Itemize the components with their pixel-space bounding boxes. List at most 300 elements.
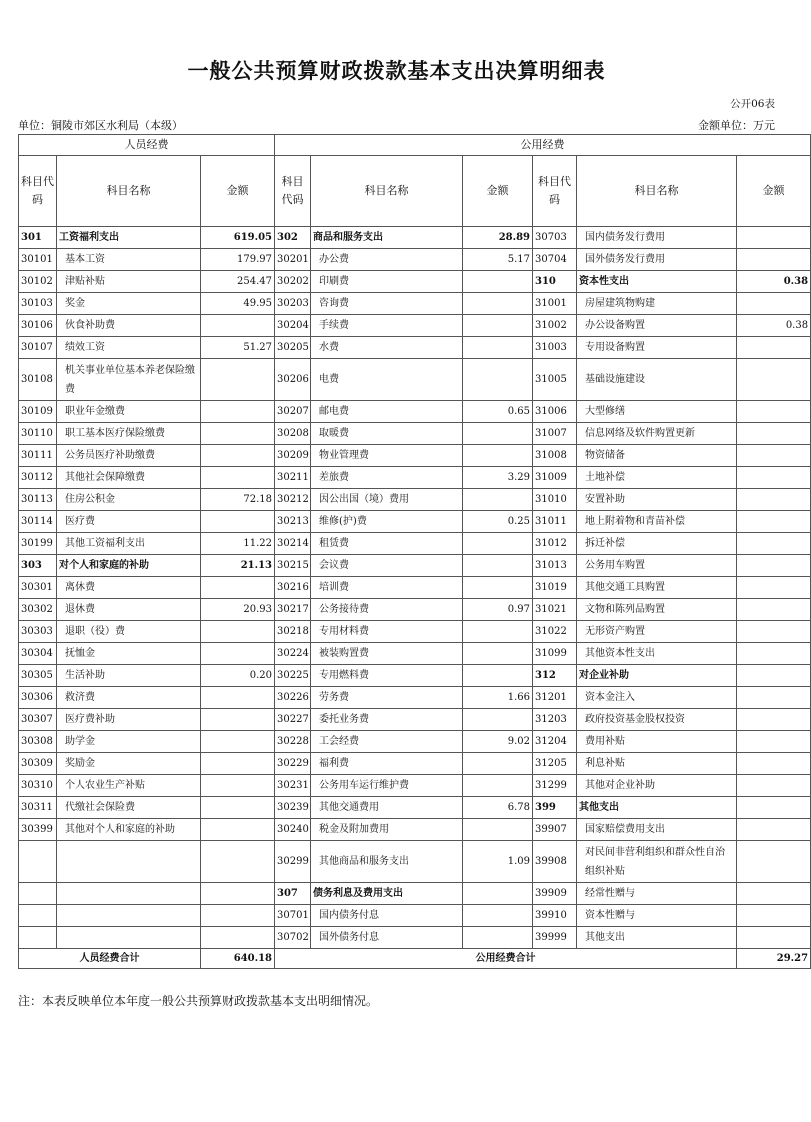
amount-value: 72.18 — [201, 489, 275, 511]
subject-name: 住房公积金 — [57, 489, 201, 511]
subject-code: 30227 — [275, 709, 311, 731]
subject-code: 31299 — [533, 775, 577, 797]
table-row — [19, 883, 811, 905]
subject-code: 39908 — [533, 841, 577, 883]
totals-row — [19, 949, 811, 969]
subject-code: 31003 — [533, 337, 577, 359]
subject-code: 312 — [533, 665, 577, 687]
table-row — [19, 797, 811, 819]
amount-value — [737, 227, 811, 249]
subject-name: 土地补偿 — [577, 467, 737, 489]
table-row — [19, 293, 811, 315]
table-row — [19, 731, 811, 753]
subject-name: 信息网络及软件购置更新 — [577, 423, 737, 445]
subject-code: 31021 — [533, 599, 577, 621]
amount-value — [737, 445, 811, 467]
amount-value — [201, 753, 275, 775]
header-code: 科目代码 — [533, 156, 577, 227]
table-row — [19, 621, 811, 643]
subject-code: 31201 — [533, 687, 577, 709]
subject-name: 其他支出 — [577, 797, 737, 819]
table-row — [19, 577, 811, 599]
subject-name: 劳务费 — [311, 687, 463, 709]
amount-value — [737, 423, 811, 445]
amount-value — [737, 883, 811, 905]
subject-code: 30701 — [275, 905, 311, 927]
amount-value — [737, 731, 811, 753]
subject-name: 其他支出 — [577, 927, 737, 949]
subject-code: 31203 — [533, 709, 577, 731]
amount-value — [737, 489, 811, 511]
subject-code: 30110 — [19, 423, 57, 445]
subject-code: 303 — [19, 555, 57, 577]
subject-name: 公务用车运行维护费 — [311, 775, 463, 797]
subject-name: 基础设施建设 — [577, 359, 737, 401]
amount-value — [201, 445, 275, 467]
subject-name: 个人农业生产补贴 — [57, 775, 201, 797]
subject-code: 30111 — [19, 445, 57, 467]
subject-name: 绩效工资 — [57, 337, 201, 359]
subject-name: 其他资本性支出 — [577, 643, 737, 665]
subject-code: 30208 — [275, 423, 311, 445]
amount-value — [737, 359, 811, 401]
table-row — [19, 775, 811, 797]
amount-value — [463, 533, 533, 555]
header-name: 科目名称 — [57, 156, 201, 227]
subject-name: 印刷费 — [311, 271, 463, 293]
subject-code: 30306 — [19, 687, 57, 709]
amount-value: 1.09 — [463, 841, 533, 883]
subject-name: 物资储备 — [577, 445, 737, 467]
personnel-total-label: 人员经费合计 — [19, 949, 201, 969]
amount-value — [201, 401, 275, 423]
amount-value — [737, 927, 811, 949]
subject-name: 债务利息及费用支出 — [311, 883, 463, 905]
subject-code: 31002 — [533, 315, 577, 337]
subject-name: 大型修缮 — [577, 401, 737, 423]
subject-code: 30226 — [275, 687, 311, 709]
subject-code: 30213 — [275, 511, 311, 533]
subject-name: 资本性赠与 — [577, 905, 737, 927]
amount-value — [463, 883, 533, 905]
section-personnel: 人员经费 — [19, 135, 275, 156]
table-row — [19, 841, 811, 883]
subject-name: 退休费 — [57, 599, 201, 621]
amount-value: 619.05 — [201, 227, 275, 249]
subject-code: 39910 — [533, 905, 577, 927]
table-row — [19, 227, 811, 249]
amount-value: 21.13 — [201, 555, 275, 577]
amount-value — [201, 467, 275, 489]
subject-name: 租赁费 — [311, 533, 463, 555]
table-row — [19, 905, 811, 927]
amount-value — [463, 775, 533, 797]
subject-code: 30202 — [275, 271, 311, 293]
amount-value: 51.27 — [201, 337, 275, 359]
amount-value — [737, 249, 811, 271]
amount-value — [463, 359, 533, 401]
table-row — [19, 445, 811, 467]
subject-name: 公务用车购置 — [577, 555, 737, 577]
subject-code: 31205 — [533, 753, 577, 775]
subject-code: 30207 — [275, 401, 311, 423]
subject-name: 电费 — [311, 359, 463, 401]
amount-value: 179.97 — [201, 249, 275, 271]
amount-value — [463, 709, 533, 731]
subject-code — [19, 905, 57, 927]
subject-name: 办公设备购置 — [577, 315, 737, 337]
subject-name: 工会经费 — [311, 731, 463, 753]
subject-code: 310 — [533, 271, 577, 293]
subject-name: 无形资产购置 — [577, 621, 737, 643]
subject-code: 30231 — [275, 775, 311, 797]
subject-code: 30239 — [275, 797, 311, 819]
amount-value — [463, 445, 533, 467]
amount-value — [737, 797, 811, 819]
subject-name: 离休费 — [57, 577, 201, 599]
header-name: 科目名称 — [311, 156, 463, 227]
form-number: 公开06表 — [730, 98, 775, 110]
subject-name: 水费 — [311, 337, 463, 359]
subject-code: 30205 — [275, 337, 311, 359]
subject-name: 委托业务费 — [311, 709, 463, 731]
subject-code: 30302 — [19, 599, 57, 621]
header-code: 科目代码 — [275, 156, 311, 227]
amount-value — [201, 577, 275, 599]
subject-name: 咨询费 — [311, 293, 463, 315]
amount-value — [201, 819, 275, 841]
section-public: 公用经费 — [275, 135, 811, 156]
table-row — [19, 643, 811, 665]
expenditure-table — [18, 134, 811, 969]
subject-code: 31006 — [533, 401, 577, 423]
amount-value — [201, 511, 275, 533]
subject-code: 30224 — [275, 643, 311, 665]
subject-name: 商品和服务支出 — [311, 227, 463, 249]
table-row — [19, 337, 811, 359]
subject-name: 房屋建筑物购建 — [577, 293, 737, 315]
amount-value — [201, 797, 275, 819]
subject-code: 31011 — [533, 511, 577, 533]
subject-code: 39999 — [533, 927, 577, 949]
subject-name: 被装购置费 — [311, 643, 463, 665]
header-amount: 金额 — [201, 156, 275, 227]
amount-value — [737, 467, 811, 489]
amount-value — [201, 841, 275, 883]
subject-code: 31204 — [533, 731, 577, 753]
amount-value — [737, 643, 811, 665]
amount-value — [463, 293, 533, 315]
subject-code: 30311 — [19, 797, 57, 819]
subject-name: 其他社会保障缴费 — [57, 467, 201, 489]
subject-name: 经常性赠与 — [577, 883, 737, 905]
subject-name: 救济费 — [57, 687, 201, 709]
amount-value: 1.66 — [463, 687, 533, 709]
subject-code: 31007 — [533, 423, 577, 445]
amount-value — [737, 401, 811, 423]
amount-value — [737, 709, 811, 731]
amount-value: 0.97 — [463, 599, 533, 621]
amount-value — [463, 489, 533, 511]
subject-code: 30303 — [19, 621, 57, 643]
amount-value — [201, 359, 275, 401]
table-row — [19, 533, 811, 555]
amount-value: 0.38 — [737, 315, 811, 337]
subject-name: 专用燃料费 — [311, 665, 463, 687]
amount-value: 0.20 — [201, 665, 275, 687]
subject-code: 30108 — [19, 359, 57, 401]
subject-name: 对企业补助 — [577, 665, 737, 687]
subject-code: 302 — [275, 227, 311, 249]
subject-name: 会议费 — [311, 555, 463, 577]
table-row — [19, 555, 811, 577]
subject-name: 津贴补贴 — [57, 271, 201, 293]
amount-value — [463, 337, 533, 359]
subject-name: 职工基本医疗保险缴费 — [57, 423, 201, 445]
amount-value: 254.47 — [201, 271, 275, 293]
subject-name: 政府投资基金股权投资 — [577, 709, 737, 731]
subject-name: 奖励金 — [57, 753, 201, 775]
subject-name: 地上附着物和青苗补偿 — [577, 511, 737, 533]
subject-code: 30102 — [19, 271, 57, 293]
amount-value — [463, 927, 533, 949]
subject-name — [57, 905, 201, 927]
amount-value — [201, 621, 275, 643]
subject-name: 对民间非营利组织和群众性自治组织补贴 — [577, 841, 737, 883]
subject-name: 专用设备购置 — [577, 337, 737, 359]
subject-name: 助学金 — [57, 731, 201, 753]
amount-value — [737, 753, 811, 775]
amount-value — [463, 271, 533, 293]
amount-value — [737, 293, 811, 315]
amount-value — [737, 555, 811, 577]
subject-code: 30212 — [275, 489, 311, 511]
subject-code: 31010 — [533, 489, 577, 511]
subject-code — [19, 927, 57, 949]
subject-code: 31013 — [533, 555, 577, 577]
subject-code: 30103 — [19, 293, 57, 315]
amount-value: 28.89 — [463, 227, 533, 249]
subject-code: 30240 — [275, 819, 311, 841]
subject-code: 30304 — [19, 643, 57, 665]
subject-name: 医疗费 — [57, 511, 201, 533]
subject-name: 福利费 — [311, 753, 463, 775]
subject-code: 31012 — [533, 533, 577, 555]
subject-name: 公务接待费 — [311, 599, 463, 621]
subject-name: 基本工资 — [57, 249, 201, 271]
subject-code: 30109 — [19, 401, 57, 423]
subject-code — [19, 841, 57, 883]
subject-name: 抚恤金 — [57, 643, 201, 665]
public-total-label: 公用经费合计 — [275, 949, 737, 969]
subject-code: 31099 — [533, 643, 577, 665]
header-amount: 金额 — [463, 156, 533, 227]
amount-value — [201, 709, 275, 731]
subject-code: 31022 — [533, 621, 577, 643]
subject-name: 差旅费 — [311, 467, 463, 489]
amount-value — [463, 315, 533, 337]
amount-value — [201, 687, 275, 709]
subject-name: 资本金注入 — [577, 687, 737, 709]
subject-code — [19, 883, 57, 905]
subject-name: 奖金 — [57, 293, 201, 315]
subject-code: 30106 — [19, 315, 57, 337]
amount-value — [463, 621, 533, 643]
amount-value — [463, 423, 533, 445]
subject-name: 其他交通费用 — [311, 797, 463, 819]
footnote: 注：本表反映单位本年度一般公共预算财政拨款基本支出明细情况。 — [18, 994, 379, 1008]
table-row — [19, 359, 811, 401]
subject-code: 30204 — [275, 315, 311, 337]
amount-value — [737, 775, 811, 797]
subject-code: 30704 — [533, 249, 577, 271]
amount-value — [463, 753, 533, 775]
subject-name: 专用材料费 — [311, 621, 463, 643]
subject-code: 30214 — [275, 533, 311, 555]
subject-name: 文物和陈列品购置 — [577, 599, 737, 621]
subject-code: 30114 — [19, 511, 57, 533]
table-row — [19, 687, 811, 709]
table-row — [19, 599, 811, 621]
subject-name: 资本性支出 — [577, 271, 737, 293]
subject-name — [57, 883, 201, 905]
subject-name: 国外债务付息 — [311, 927, 463, 949]
amount-value — [737, 665, 811, 687]
amount-value — [463, 665, 533, 687]
page-title: 一般公共预算财政拨款基本支出决算明细表 — [187, 59, 606, 83]
subject-name: 费用补贴 — [577, 731, 737, 753]
subject-code: 30199 — [19, 533, 57, 555]
table-row — [19, 315, 811, 337]
subject-code: 30310 — [19, 775, 57, 797]
subject-code: 30229 — [275, 753, 311, 775]
subject-code: 31008 — [533, 445, 577, 467]
subject-code: 30113 — [19, 489, 57, 511]
amount-value — [201, 927, 275, 949]
amount-value — [737, 819, 811, 841]
amount-value: 6.78 — [463, 797, 533, 819]
subject-name: 退职（役）费 — [57, 621, 201, 643]
subject-name — [57, 841, 201, 883]
personnel-total-value: 640.18 — [201, 949, 275, 969]
subject-code: 30702 — [275, 927, 311, 949]
subject-name — [57, 927, 201, 949]
amount-value: 0.65 — [463, 401, 533, 423]
table-row — [19, 927, 811, 949]
subject-name: 医疗费补助 — [57, 709, 201, 731]
subject-name: 其他商品和服务支出 — [311, 841, 463, 883]
subject-name: 机关事业单位基本养老保险缴费 — [57, 359, 201, 401]
subject-name: 其他对个人和家庭的补助 — [57, 819, 201, 841]
amount-value — [737, 577, 811, 599]
subject-name: 对个人和家庭的补助 — [57, 555, 201, 577]
subject-name: 其他交通工具购置 — [577, 577, 737, 599]
subject-code: 30309 — [19, 753, 57, 775]
subject-name: 国内债务发行费用 — [577, 227, 737, 249]
table-row — [19, 819, 811, 841]
table-row — [19, 753, 811, 775]
unit-label: 单位：铜陵市郊区水利局（本级） — [18, 119, 183, 132]
subject-name: 国内债务付息 — [311, 905, 463, 927]
subject-code: 30305 — [19, 665, 57, 687]
subject-name: 代缴社会保险费 — [57, 797, 201, 819]
subject-code: 307 — [275, 883, 311, 905]
subject-code: 30301 — [19, 577, 57, 599]
amount-value — [463, 577, 533, 599]
table-row — [19, 401, 811, 423]
table-row — [19, 423, 811, 445]
subject-code: 30703 — [533, 227, 577, 249]
table-row — [19, 511, 811, 533]
subject-code: 30203 — [275, 293, 311, 315]
amount-value — [201, 731, 275, 753]
subject-code: 399 — [533, 797, 577, 819]
subject-code: 30308 — [19, 731, 57, 753]
subject-code: 31009 — [533, 467, 577, 489]
amount-value — [463, 819, 533, 841]
subject-code: 30399 — [19, 819, 57, 841]
subject-name: 安置补助 — [577, 489, 737, 511]
subject-name: 其他对企业补助 — [577, 775, 737, 797]
subject-code: 30217 — [275, 599, 311, 621]
table-row — [19, 467, 811, 489]
subject-name: 职业年金缴费 — [57, 401, 201, 423]
subject-code: 30209 — [275, 445, 311, 467]
amount-value — [737, 533, 811, 555]
table-row — [19, 709, 811, 731]
subject-name: 拆迁补偿 — [577, 533, 737, 555]
amount-value: 3.29 — [463, 467, 533, 489]
subject-name: 利息补贴 — [577, 753, 737, 775]
amount-value — [737, 599, 811, 621]
subject-code: 30215 — [275, 555, 311, 577]
subject-code: 30101 — [19, 249, 57, 271]
amount-value — [201, 883, 275, 905]
amount-value — [201, 315, 275, 337]
subject-name: 培训费 — [311, 577, 463, 599]
subject-name: 国外债务发行费用 — [577, 249, 737, 271]
amount-value — [201, 423, 275, 445]
subject-code: 31019 — [533, 577, 577, 599]
subject-code: 30201 — [275, 249, 311, 271]
table-row — [19, 249, 811, 271]
subject-name: 其他工资福利支出 — [57, 533, 201, 555]
table-row — [19, 489, 811, 511]
subject-code: 30112 — [19, 467, 57, 489]
amount-value: 9.02 — [463, 731, 533, 753]
table-row — [19, 271, 811, 293]
subject-name: 生活补助 — [57, 665, 201, 687]
amount-unit-label: 金额单位：万元 — [698, 119, 775, 132]
amount-value: 0.25 — [463, 511, 533, 533]
amount-value — [737, 841, 811, 883]
subject-code: 30299 — [275, 841, 311, 883]
subject-name: 因公出国（境）费用 — [311, 489, 463, 511]
subject-name: 物业管理费 — [311, 445, 463, 467]
amount-value — [737, 687, 811, 709]
subject-name: 税金及附加费用 — [311, 819, 463, 841]
amount-value — [737, 337, 811, 359]
subject-name: 办公费 — [311, 249, 463, 271]
subject-name: 伙食补助费 — [57, 315, 201, 337]
subject-code: 30216 — [275, 577, 311, 599]
subject-name: 国家赔偿费用支出 — [577, 819, 737, 841]
subject-name: 取暖费 — [311, 423, 463, 445]
amount-value: 0.38 — [737, 271, 811, 293]
subject-code: 31005 — [533, 359, 577, 401]
amount-value: 49.95 — [201, 293, 275, 315]
subject-code: 30206 — [275, 359, 311, 401]
